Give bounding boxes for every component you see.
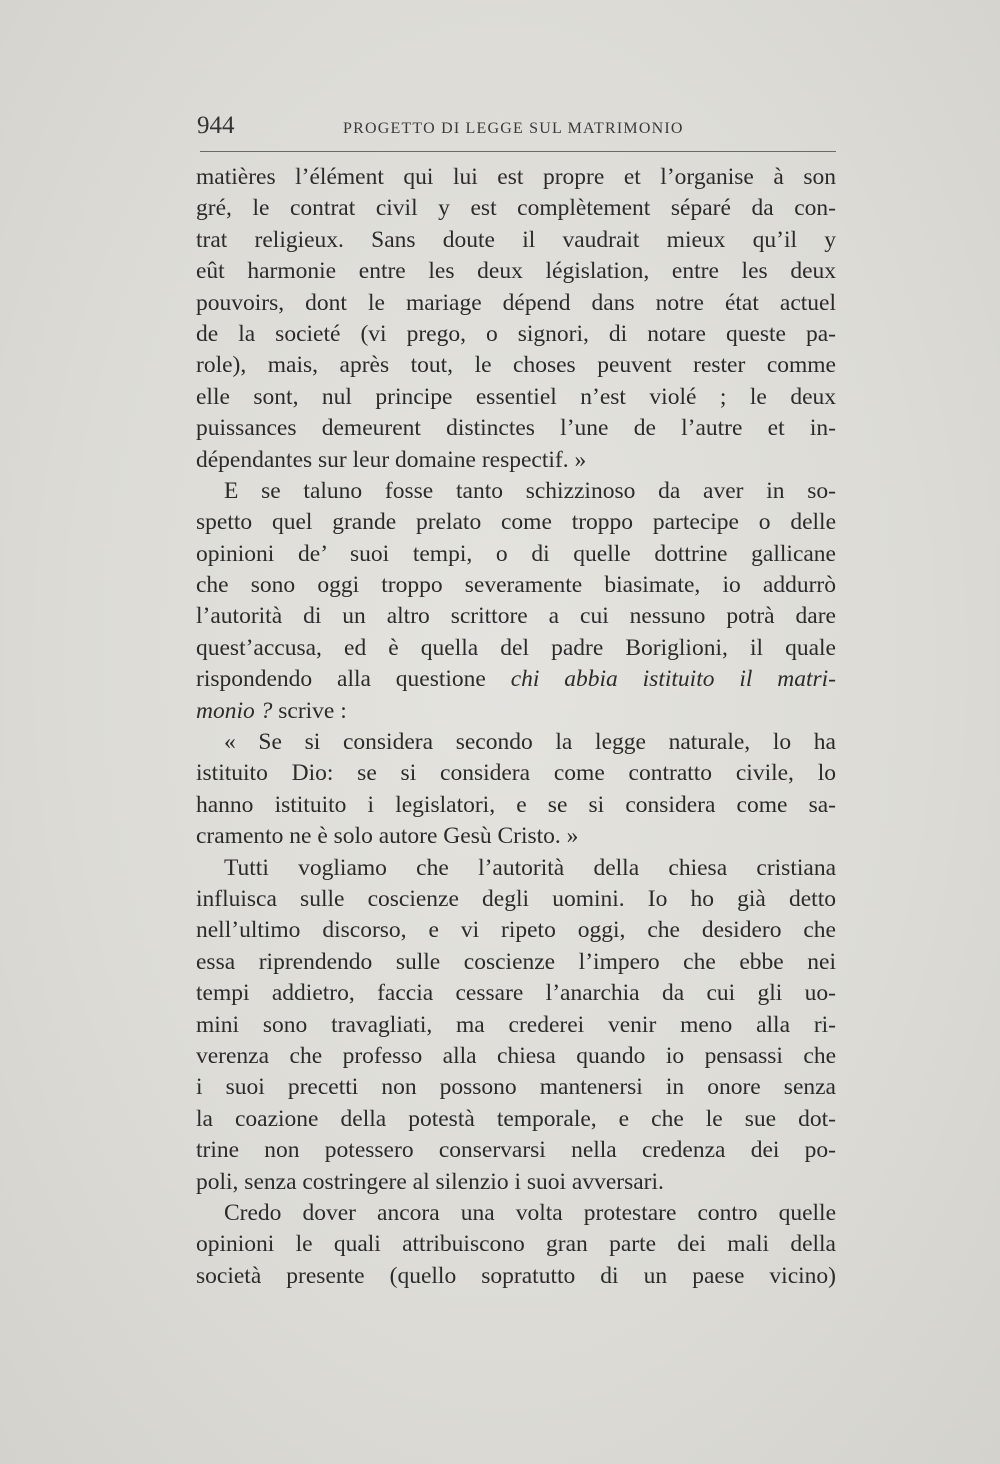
text-line: la coazione della potestà temporale, e che le sue dot-: [196, 1105, 836, 1132]
text-line: E se taluno fosse tanto schizzinoso da aver in so-: [224, 477, 836, 504]
text-line: elle sont, nul principe essentiel n’est violé ; le deux: [196, 383, 836, 410]
text-line: tempi addietro, faccia cessare l’anarchia da cui gli uo-: [196, 980, 836, 1007]
text-line: influisca sulle coscienze degli uomini. Io ho già detto: [196, 885, 836, 912]
text-line: pouvoirs, dont le mariage dépend dans notre état actuel: [196, 289, 836, 316]
italic-phrase: monio ?: [196, 697, 273, 724]
text-line: trine non potessero conservarsi nella credenza dei po-: [196, 1137, 836, 1164]
text-line: mini sono travagliati, ma crederei venir meno alla ri-: [196, 1011, 836, 1038]
text-line: puissances demeurent distinctes l’une de l’autre et in-: [196, 415, 836, 442]
text-line: che sono oggi troppo severamente biasimate, io addurrò: [196, 572, 836, 599]
text-line: quest’accusa, ed è quella del padre Boriglioni, il quale: [196, 634, 836, 661]
text-line: gré, le contrat civil y est complètement séparé da con-: [196, 195, 836, 222]
text-line: poli, senza costringere al silenzio i suoi avversari.: [196, 1168, 664, 1195]
text-line: i suoi precetti non possono mantenersi in onore senza: [196, 1074, 836, 1101]
header-rule: [200, 151, 836, 152]
text-line-mixed: [196, 664, 836, 695]
text-line: società presente (quello sopratutto di un paese vicino): [196, 1262, 836, 1289]
text-line: dépendantes sur leur domaine respectif. »: [196, 446, 587, 473]
running-title: PROGETTO DI LEGGE SUL MATRIMONIO: [343, 120, 684, 137]
text-segment: scrive :: [272, 697, 347, 724]
text-line: opinioni le quali attribuiscono gran parte dei mali della: [196, 1231, 836, 1258]
text-line: cramento ne è solo autore Gesù Cristo. »: [196, 823, 579, 850]
text-line: Credo dover ancora una volta protestare contro quelle: [224, 1199, 836, 1226]
text-line: l’autorità di un altro scrittore a cui nessuno potrà dare: [196, 603, 836, 630]
italic-phrase: chi abbia istituito il matri-: [510, 666, 836, 693]
text-line: trat religieux. Sans doute il vaudrait mieux qu’il y: [196, 226, 836, 253]
text-line: « Se si considera secondo la legge naturale, lo ha: [224, 729, 836, 756]
body-text: [196, 162, 836, 1292]
text-line: Tutti vogliamo che l’autorità della chiesa cristiana: [224, 854, 836, 881]
text-line: spetto quel grande prelato come troppo partecipe o delle: [196, 509, 836, 536]
text-line: hanno istituito i legislatori, e se si considera come sa-: [196, 791, 836, 818]
text-line: istituito Dio: se si considera come contratto civile, lo: [196, 760, 836, 787]
text-line: role), mais, après tout, le choses peuvent rester comme: [196, 352, 836, 379]
text-line: essa riprendendo sulle coscienze l’impero che ebbe nei: [196, 948, 836, 975]
text-segment: rispondendo alla questione: [196, 666, 511, 693]
text-line: verenza che professo alla chiesa quando io pensassi che: [196, 1042, 836, 1069]
text-line: opinioni de’ suoi tempi, o di quelle dottrine gallicane: [196, 540, 836, 567]
page-number: 944: [197, 112, 235, 139]
text-line-mixed: [196, 696, 836, 727]
page-header: [197, 112, 837, 148]
text-line: de la societé (vi prego, o signori, di notare queste pa-: [196, 320, 836, 347]
text-line: nell’ultimo discorso, e vi ripeto oggi, che desidero che: [196, 917, 836, 944]
text-line: matières l’élément qui lui est propre et l’organise à son: [196, 164, 836, 190]
text-line: eût harmonie entre les deux législation, entre les deux: [196, 258, 836, 285]
